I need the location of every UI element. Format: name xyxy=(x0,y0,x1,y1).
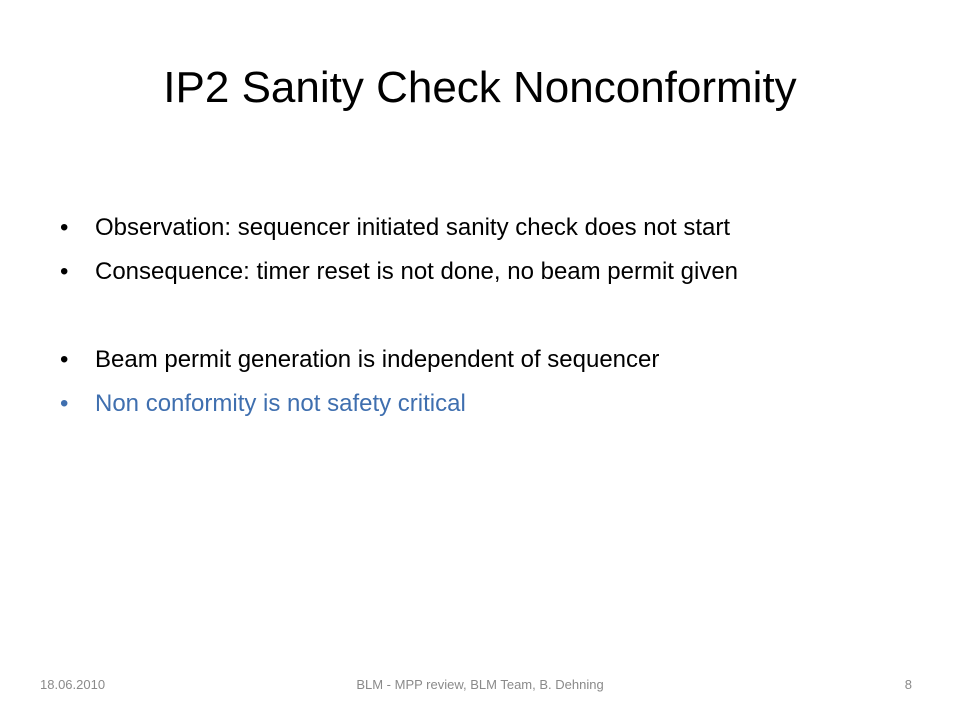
page-number: 8 xyxy=(904,677,912,692)
bullet-text: Observation: sequencer initiated sanity check does not start xyxy=(95,214,731,241)
bullet-item-observation xyxy=(60,214,920,258)
bullet-icon: • xyxy=(60,214,69,241)
bullet-item-safety xyxy=(60,390,920,434)
bullet-icon: • xyxy=(60,346,69,373)
footer-date: 18.06.2010 xyxy=(40,677,106,692)
bullet-item-beam-permit xyxy=(60,346,920,390)
bullet-list xyxy=(60,214,920,434)
footer-title: BLM - MPP review, BLM Team, B. Dehning xyxy=(356,677,604,692)
bullet-item-consequence xyxy=(60,258,920,302)
bullet-text: Beam permit generation is independent of sequencer xyxy=(95,346,660,373)
bullet-text: Non conformity is not safety critical xyxy=(95,390,466,417)
bullet-icon: • xyxy=(60,390,69,417)
slide-title: IP2 Sanity Check Nonconformity xyxy=(163,63,797,112)
bullet-icon: • xyxy=(60,258,69,285)
bullet-text: Consequence: timer reset is not done, no beam permit given xyxy=(95,258,739,285)
